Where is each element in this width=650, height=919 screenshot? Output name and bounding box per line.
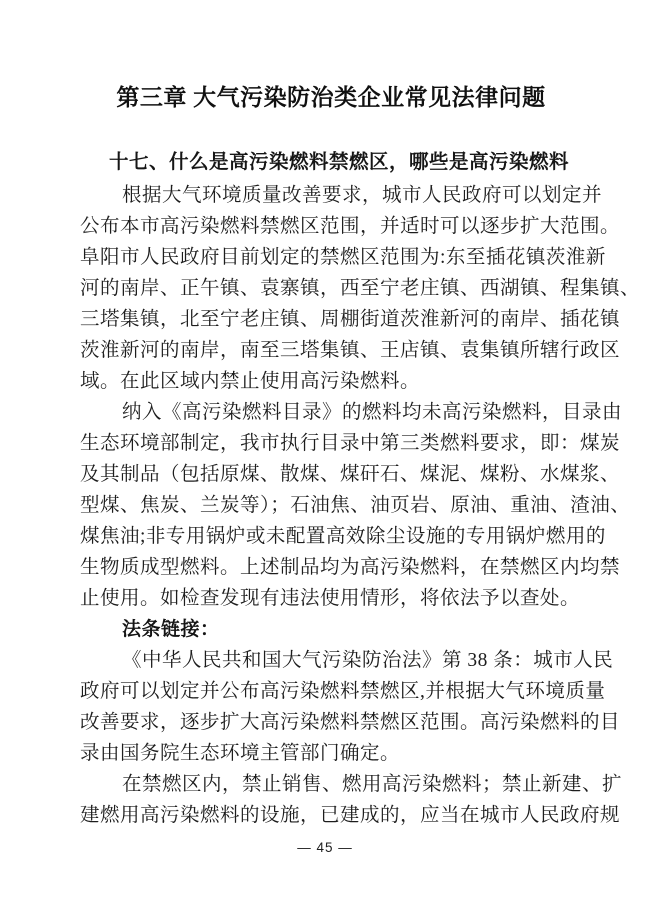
page-number: — 45 — [297,840,353,855]
body-line: 根据大气环境质量改善要求，城市人民政府可以划定并 [122,185,603,206]
body-line: 纳入《高污染燃料目录》的燃料均未高污染燃料，目录由 [122,402,623,423]
body-line: 止使用。如检查发现有违法使用情形，将依法予以查处。 [80,588,581,609]
body-line: 域。在此区域内禁止使用高污染燃料。 [80,371,421,392]
body-line: 茨淮新河的南岸，南至三塔集镇、王店镇、袁集镇所辖行政区 [80,340,621,361]
chapter-title: 第三章 大气污染防治类企业常见法律问题 [116,85,546,110]
body-line: 《中华人民共和国大气污染防治法》第 38 条：城市人民 [122,650,614,671]
body-line: 及其制品（包括原煤、散煤、煤矸石、煤泥、煤粉、水煤浆、 [80,464,621,485]
body-line: 政府可以划定并公布高污染燃料禁燃区,并根据大气环境质量 [80,681,606,702]
body-line: 公布本市高污染燃料禁燃区范围，并适时可以逐步扩大范围。 [80,216,621,237]
body-line: 在禁燃区内，禁止销售、燃用高污染燃料；禁止新建、扩 [122,774,623,795]
body-line: 录由国务院生态环境主管部门确定。 [80,743,401,764]
body-line: 生态环境部制定，我市执行目录中第三类燃料要求，即：煤炭 [80,433,621,454]
body-line: 河的南岸、正午镇、袁寨镇，西至宁老庄镇、西湖镇、程集镇、 [80,278,641,299]
section-heading: 十七、什么是高污染燃料禁燃区，哪些是高污染燃料 [108,151,569,173]
body-line: 三塔集镇，北至宁老庄镇、周棚街道茨淮新河的南岸、插花镇 [80,309,621,330]
body-text [80,180,641,831]
body-line: 生物质成型燃料。上述制品均为高污染燃料，在禁燃区内均禁 [80,557,621,578]
law-link-label: 法条链接： [122,619,220,640]
body-line: 煤焦油;非专用锅炉或未配置高效除尘设施的专用锅炉燃用的 [80,526,606,547]
body-line: 阜阳市人民政府目前划定的禁燃区范围为:东至插花镇茨淮新 [80,247,606,268]
body-line: 建燃用高污染燃料的设施，已建成的，应当在城市人民政府规 [80,805,621,826]
body-line: 型煤、焦炭、兰炭等）；石油焦、油页岩、原油、重油、渣油、 [80,495,631,516]
body-line: 改善要求，逐步扩大高污染燃料禁燃区范围。高污染燃料的目 [80,712,621,733]
